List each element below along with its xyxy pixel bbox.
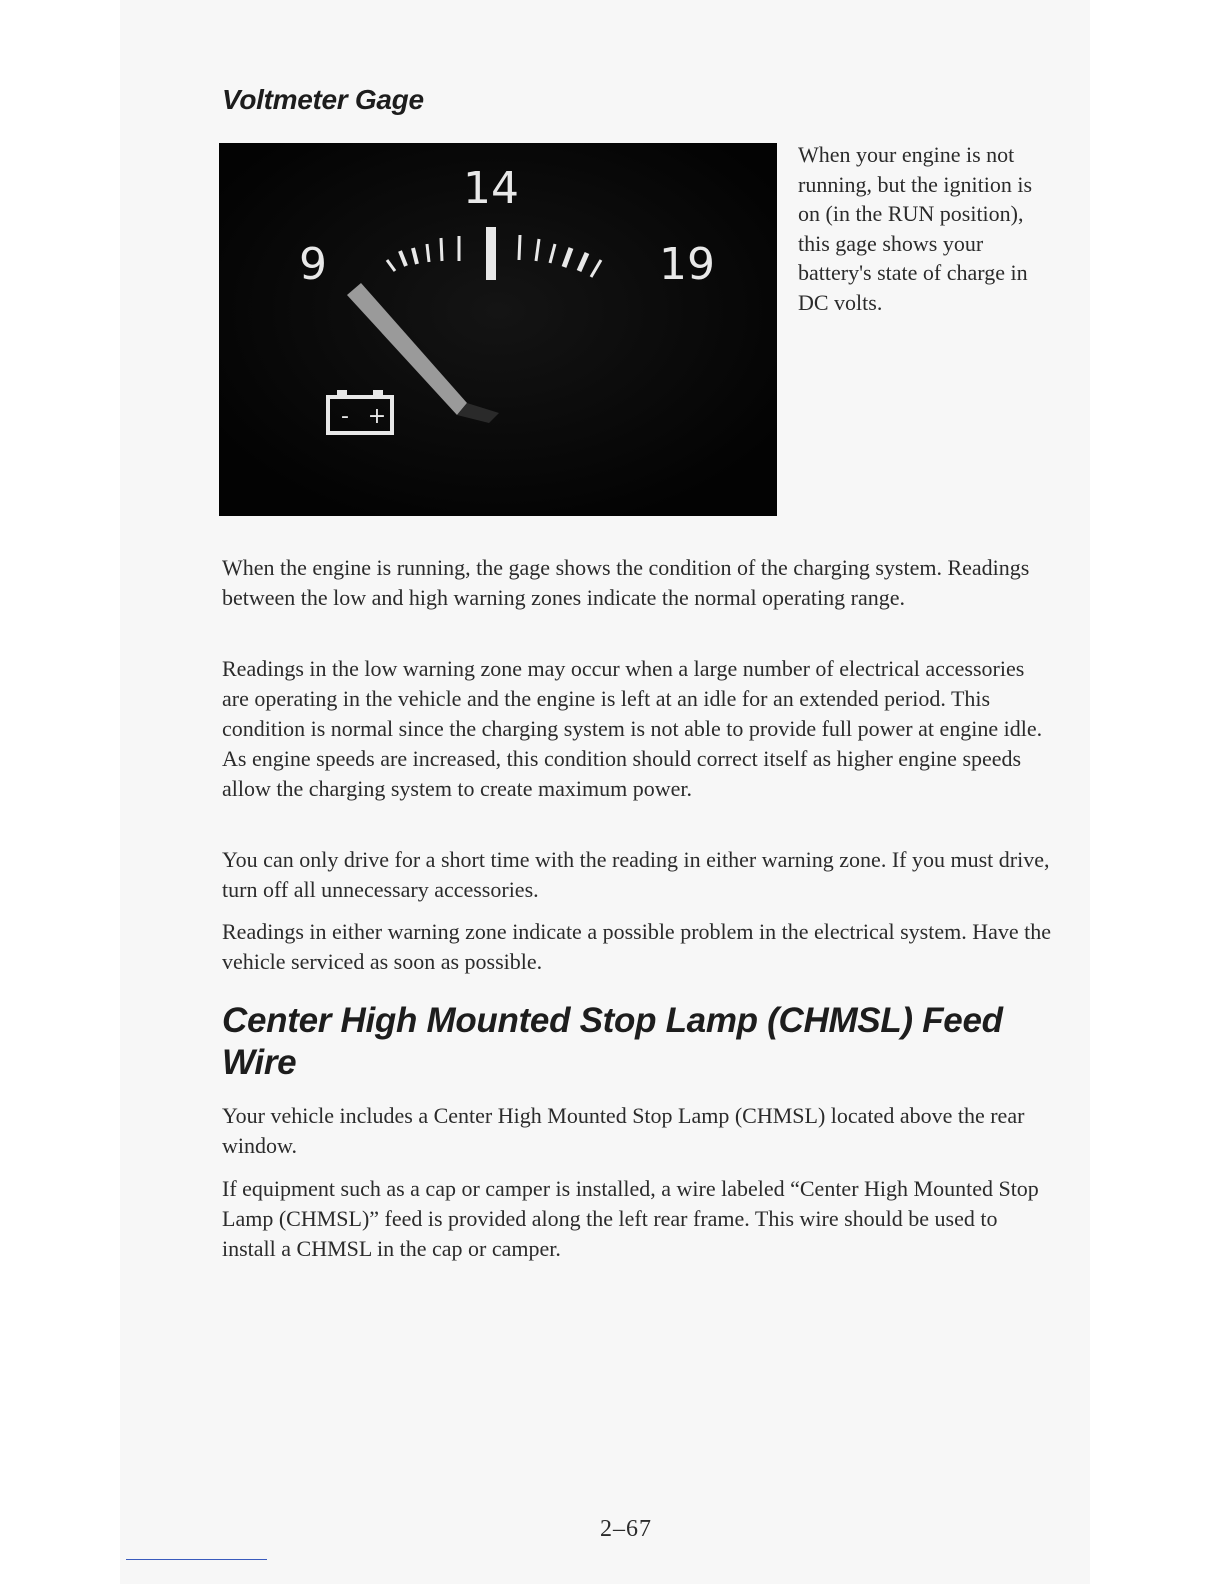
chmsl-paragraph-1: Your vehicle includes a Center High Mounted Stop Lamp (CHMSL) located above the rear window. xyxy=(222,1103,1025,1158)
battery-plus-sign: + xyxy=(367,404,387,429)
footer-rule xyxy=(126,1559,267,1560)
page-number: 2–67 xyxy=(600,1516,652,1542)
voltmeter-paragraph-1: When the engine is running, the gage shows the condition of the charging system. Readings between the low and high warning zones indicate the normal operating range. xyxy=(222,555,1030,610)
gauge-label-mid: 14 xyxy=(463,163,519,214)
voltmeter-gauge-drawing xyxy=(219,143,777,516)
voltmeter-heading: Voltmeter Gage xyxy=(222,84,424,115)
gauge-description: When your engine is not running, but the ignition is on (in the RUN position), this gage shows your battery's state of charge in DC volts. xyxy=(798,142,1033,315)
voltmeter-gauge-image xyxy=(219,143,777,516)
chmsl-paragraph-2: If equipment such as a cap or camper is installed, a wire labeled “Center High Mounted Stop Lamp (CHMSL)” feed is provided along the left rear frame. This wire should be used to install a CHMSL in the cap or camper. xyxy=(222,1176,1039,1261)
voltmeter-paragraph-4: Readings in either warning zone indicate a possible problem in the electrical system. Have the vehicle serviced as soon as possible. xyxy=(222,919,1052,974)
gauge-label-low: 9 xyxy=(299,239,327,290)
battery-minus-sign: - xyxy=(341,404,349,429)
chmsl-heading: Center High Mounted Stop Lamp (CHMSL) Feed Wire xyxy=(222,1001,1003,1082)
voltmeter-paragraph-2: Readings in the low warning zone may occur when a large number of electrical accessories are operating in the vehicle and the engine is left at an idle for an extended period. This condition is normal since the charging system is not able to provide full power at engine idle. As engine speeds are increased, this condition should correct itself as higher engine speeds allow the charging system to create maximum power. xyxy=(222,656,1043,801)
gauge-label-high: 19 xyxy=(659,239,715,290)
voltmeter-paragraph-3: You can only drive for a short time with the reading in either warning zone. If you must drive, turn off all unnecessary accessories. xyxy=(222,847,1050,902)
